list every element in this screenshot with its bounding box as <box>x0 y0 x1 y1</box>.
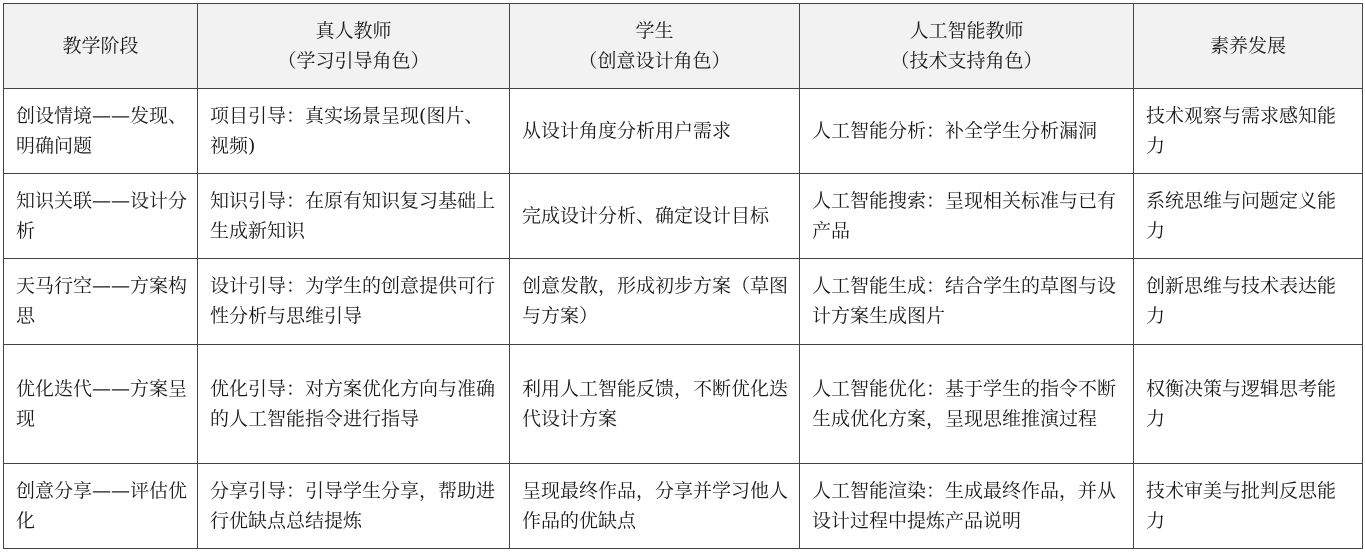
table-row <box>4 89 1363 174</box>
table-row <box>4 344 1363 463</box>
table-row <box>4 174 1363 259</box>
cell-teacher: 优化引导：对方案优化方向与准确的人工智能指令进行指导 <box>198 344 510 463</box>
cell-literacy: 技术审美与批判反思能力 <box>1134 463 1363 548</box>
cell-literacy: 创新思维与技术表达能力 <box>1134 259 1363 344</box>
table-row <box>4 463 1363 548</box>
cell-stage: 知识关联——设计分析 <box>4 174 198 259</box>
cell-student: 利用人工智能反馈，不断优化迭代设计方案 <box>510 344 800 463</box>
cell-student: 创意发散，形成初步方案（草图与方案） <box>510 259 800 344</box>
cell-literacy: 系统思维与问题定义能力 <box>1134 174 1363 259</box>
cell-literacy: 权衡决策与逻辑思考能力 <box>1134 344 1363 463</box>
header-stage <box>4 4 198 89</box>
teaching-roles-table <box>3 3 1363 549</box>
cell-student: 从设计角度分析用户需求 <box>510 89 800 174</box>
header-human-teacher <box>198 4 510 89</box>
cell-ai: 人工智能优化：基于学生的指令不断生成优化方案，呈现思维推演过程 <box>800 344 1134 463</box>
cell-stage: 创意分享——评估优化 <box>4 463 198 548</box>
cell-stage: 天马行空——方案构思 <box>4 259 198 344</box>
cell-literacy: 技术观察与需求感知能力 <box>1134 89 1363 174</box>
header-student-role: （创意设计角色） <box>578 50 731 72</box>
header-ai-teacher-title: 人工智能教师 <box>909 20 1024 42</box>
table-row <box>4 259 1363 344</box>
cell-student: 完成设计分析、确定设计目标 <box>510 174 800 259</box>
header-ai-teacher-role: （技术支持角色） <box>890 50 1043 72</box>
cell-stage: 创设情境——发现、明确问题 <box>4 89 198 174</box>
cell-ai: 人工智能生成：结合学生的草图与设计方案生成图片 <box>800 259 1134 344</box>
header-human-teacher-title: 真人教师 <box>315 20 392 42</box>
cell-teacher: 设计引导：为学生的创意提供可行性分析与思维引导 <box>198 259 510 344</box>
header-human-teacher-role: （学习引导角色） <box>277 50 430 72</box>
header-student-title: 学生 <box>635 20 674 42</box>
cell-teacher: 项目引导：真实场景呈现(图片、视频) <box>198 89 510 174</box>
cell-ai: 人工智能搜索：呈现相关标准与已有产品 <box>800 174 1134 259</box>
cell-stage: 优化迭代——方案呈现 <box>4 344 198 463</box>
header-stage-title: 教学阶段 <box>62 35 139 57</box>
table-header-row <box>4 4 1363 89</box>
header-ai-teacher <box>800 4 1134 89</box>
cell-teacher: 分享引导：引导学生分享，帮助进行优缺点总结提炼 <box>198 463 510 548</box>
cell-teacher: 知识引导：在原有知识复习基础上生成新知识 <box>198 174 510 259</box>
cell-student: 呈现最终作品，分享并学习他人作品的优缺点 <box>510 463 800 548</box>
header-literacy-title: 素养发展 <box>1209 35 1286 57</box>
header-literacy <box>1134 4 1363 89</box>
cell-ai: 人工智能渲染：生成最终作品，并从设计过程中提炼产品说明 <box>800 463 1134 548</box>
header-student <box>510 4 800 89</box>
cell-ai: 人工智能分析：补全学生分析漏洞 <box>800 89 1134 174</box>
